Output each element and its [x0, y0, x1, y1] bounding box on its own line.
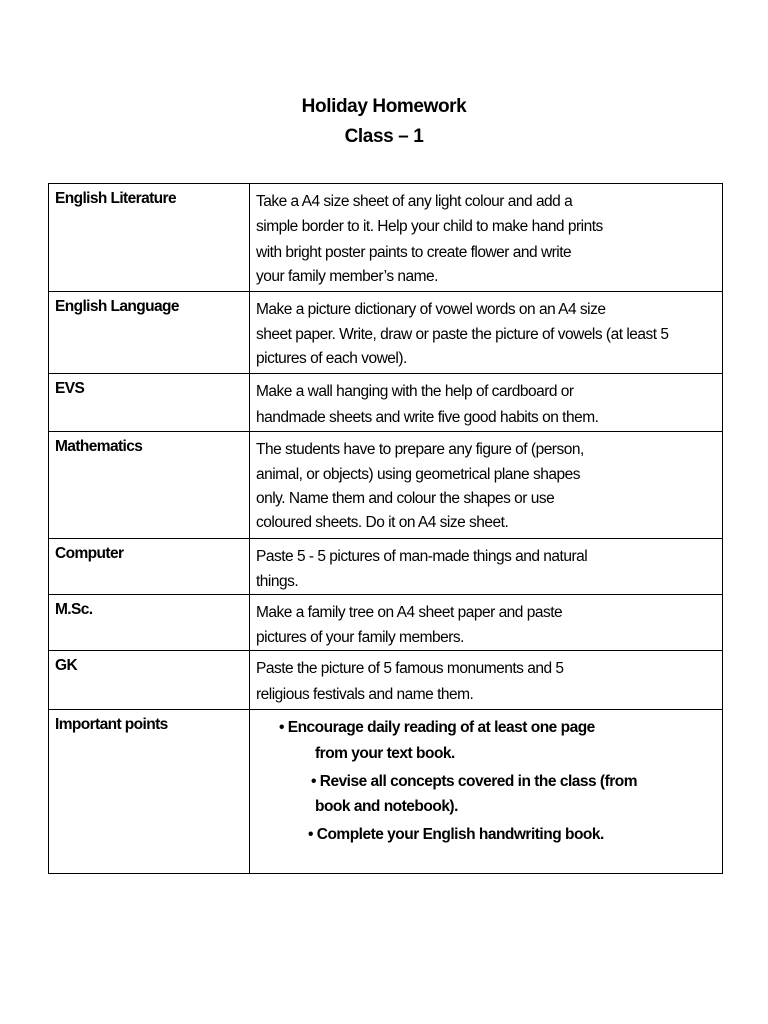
description-line: coloured sheets. Do it on A4 size sheet. [256, 514, 509, 531]
important-point-text: Complete your English handwriting book. [316, 826, 604, 843]
important-point-text: Revise all concepts covered in the class (from [319, 773, 638, 790]
document-subtitle: Class – 1 [344, 126, 424, 147]
description-line: Paste 5 - 5 pictures of man-made things and natural [256, 548, 588, 565]
description-line: with bright poster paints to create flower and write [256, 244, 572, 261]
important-point-continuation: book and notebook). [315, 798, 458, 815]
document-header [0, 92, 768, 152]
important-point [256, 715, 718, 740]
description-line: sheet paper. Write, draw or paste the picture of vowels (at least 5 [256, 326, 669, 343]
description-line: The students have to prepare any figure of (person, [256, 441, 584, 458]
description-line: pictures of each vowel). [256, 350, 407, 367]
description-cell [250, 184, 723, 292]
table-row [49, 184, 723, 292]
description-line: religious festivals and name them. [256, 686, 474, 703]
description-line: handmade sheets and write five good habits on them. [256, 409, 599, 426]
homework-table [48, 183, 723, 874]
table-row [49, 539, 723, 595]
important-point-continuation: from your text book. [315, 745, 455, 762]
description-cell [250, 374, 723, 432]
description-line: pictures of your family members. [256, 629, 464, 646]
subject-cell: English Language [49, 292, 250, 374]
table-row [49, 651, 723, 710]
description-line: simple border to it. Help your child to make hand prints [256, 218, 603, 235]
bullet-icon: • [308, 826, 313, 843]
subject-cell: M.Sc. [49, 595, 250, 651]
document-title: Holiday Homework [301, 96, 467, 117]
important-point [256, 818, 718, 852]
description-line: your family member’s name. [256, 268, 438, 285]
important-point [256, 768, 718, 796]
description-line: Make a family tree on A4 sheet paper and paste [256, 604, 563, 621]
description-cell [250, 539, 723, 595]
description-cell [250, 432, 723, 539]
description-line: Take a A4 size sheet of any light colour and add a [256, 193, 573, 210]
subject-cell: EVS [49, 374, 250, 432]
subject-cell: Computer [49, 539, 250, 595]
important-points-row [49, 710, 723, 874]
table-row [49, 595, 723, 651]
subject-cell: GK [49, 651, 250, 710]
bullet-icon: • [279, 719, 284, 736]
table-row [49, 292, 723, 374]
subject-cell: Mathematics [49, 432, 250, 539]
description-line: Make a wall hanging with the help of cardboard or [256, 383, 574, 400]
description-line: things. [256, 573, 299, 590]
description-line: animal, or objects) using geometrical plane shapes [256, 466, 580, 483]
bullet-icon: • [311, 773, 316, 790]
subject-cell: English Literature [49, 184, 250, 292]
description-line: only. Name them and colour the shapes or use [256, 490, 555, 507]
description-line: Paste the picture of 5 famous monuments and 5 [256, 660, 564, 677]
description-line: Make a picture dictionary of vowel words on an A4 size [256, 301, 606, 318]
subject-cell: Important points [49, 710, 250, 874]
description-cell [250, 595, 723, 651]
description-cell [250, 292, 723, 374]
description-cell [250, 651, 723, 710]
table-row [49, 374, 723, 432]
important-points-cell [250, 710, 723, 874]
table-row [49, 432, 723, 539]
important-point-text: Encourage daily reading of at least one page [287, 719, 595, 736]
